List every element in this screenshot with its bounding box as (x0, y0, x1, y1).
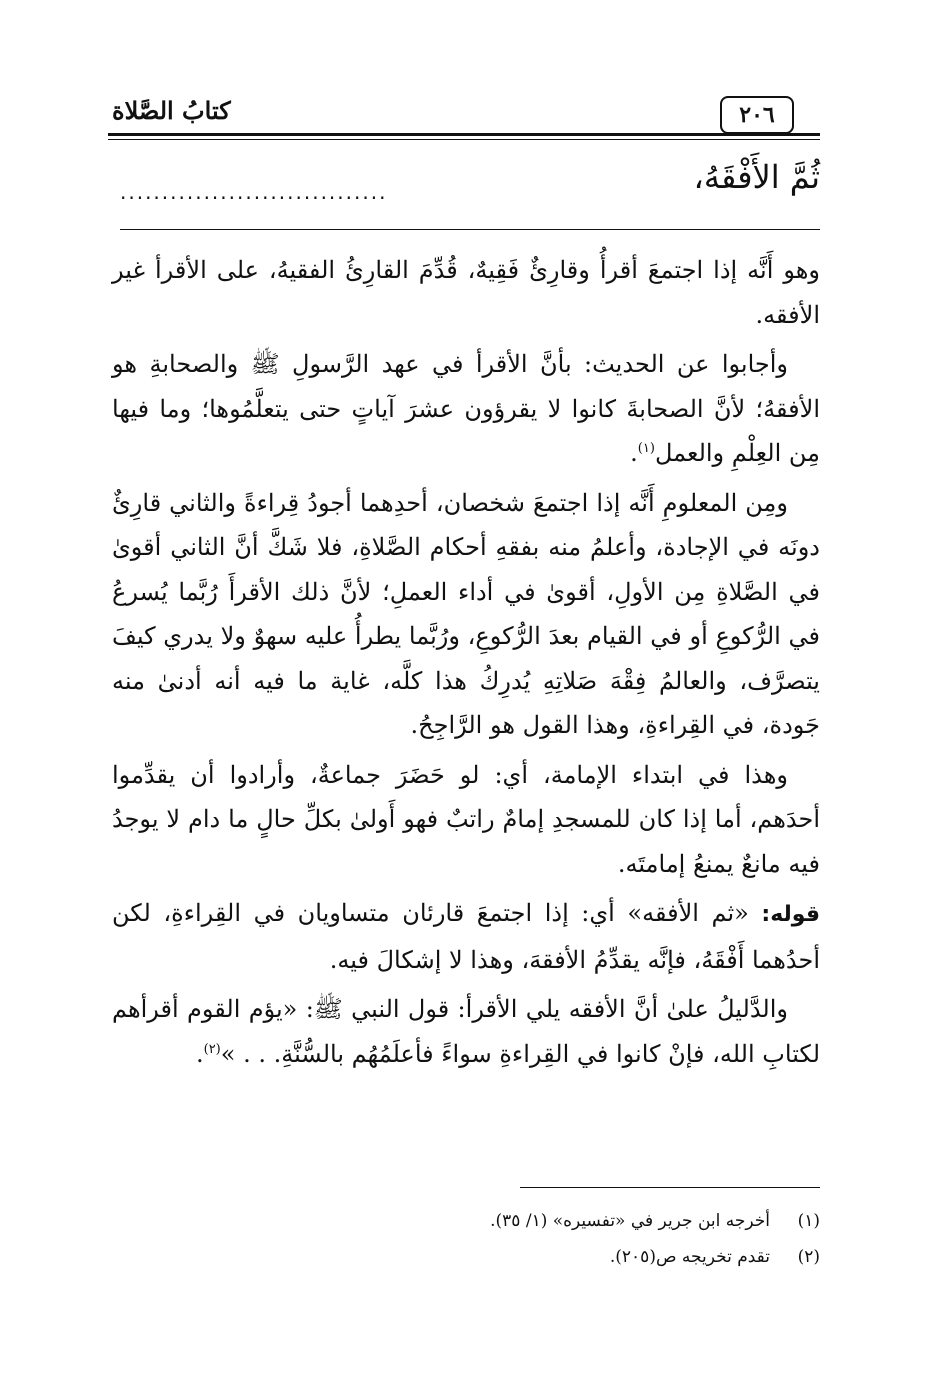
commentary-body (112, 248, 820, 1081)
paragraph-text: «ثم الأفقه» أي: إذا اجتمعَ قارئان متساويان في القِراءةِ، لكن أحدُهما أَفْقَهُ، فإنَّه يقدِّمُ الأفقهَ، وهذا لا إشكالَ فيه. (112, 899, 820, 974)
footnote-separator (520, 1187, 820, 1188)
paragraph-1 (112, 248, 820, 337)
paragraph-text: وهو أَنَّه إذا اجتمعَ أقرأُ وقارِئٌ فَقِيهٌ، قُدِّمَ القارِئُ الفقيهُ، على الأقرأ غير الأفقه. (112, 256, 820, 329)
footnote-2 (400, 1239, 820, 1275)
matn-line (120, 158, 820, 216)
paragraph-5 (112, 891, 820, 982)
paragraph-text: والدَّليلُ علىٰ أنَّ الأفقه يلي الأقرأ: قول النبي ﷺ: «يؤم القوم أقرأهم لكتابِ الله، فإنْ كانوا في القِراءةِ سواءً فأعلَمُهُم بالسُّنَّةِ. . . » (112, 995, 820, 1068)
paragraph-3 (112, 481, 820, 748)
paragraph-text: ومِن المعلومِ أَنَّه إذا اجتمعَ شخصان، أحدِهما أجودُ قِراءةً والثاني قارِئٌ دونَه في الإجادة، وأعلمُ منه بفقهِ أحكام الصَّلاةِ، فلا شَكَّ أنَّ الثاني أقوىٰ في الصَّلاةِ مِن الأولِ، أقوىٰ في أداء العملِ؛ لأنَّ ذلك الأقرأَ رُبَّما يُسرعُ في الرُّكوعِ أو في القيام بعدَ الرُّكوعِ، ورُبَّما يطرأُ عليه سهوٌ ولا يدري كيفَ يتصرَّف، والعالمُ فِقْهَ صَلاتِهِ يُدرِكُ هذا كلَّه، غاية ما فيه أنه أدنىٰ منه جَودة، في القِراءةِ، وهذا القول هو الرَّاجِحُ. (112, 488, 821, 739)
book-title: كتابُ الصَّلاة (112, 96, 231, 125)
paragraph-2 (112, 342, 820, 476)
paragraph-tail: . (195, 1039, 204, 1068)
header-rule (108, 133, 820, 136)
paragraph-4 (112, 753, 820, 887)
matn-dots: ................................ (120, 180, 388, 204)
paragraph-tail: . (630, 439, 638, 467)
header-rule-thin (108, 139, 820, 140)
footnote-ref-1: (١) (637, 441, 655, 456)
footnote-1 (400, 1203, 820, 1239)
paragraph-text: وأجابوا عن الحديث: بأنَّ الأقرأ في عهد الرَّسولِ ﷺ والصحابةِ هو الأفقهُ؛ لأنَّ الصحابةَ كانوا لا يقرؤون عشرَ آياتٍ حتى يتعلَّمُوها؛ وما فيها مِن العِلْمِ والعمل (112, 350, 820, 467)
footnote-ref-2: (٢) (203, 1041, 221, 1057)
paragraph-text: وهذا في ابتداء الإمامة، أي: لو حَضَرَ جماعةٌ، وأرادوا أن يقدِّموا أحدَهم، أما إذا كان للمسجدِ إمامٌ راتبٌ فهو أَولىٰ بكلِّ حالٍ ما دام لا يوجدُ فيه مانعٌ يمنعُ إمامتَه. (112, 760, 820, 878)
footnote-text: أخرجه ابن جرير في «تفسيره» (١/ ٣٥). (490, 1211, 770, 1231)
qawluhu-label: قوله: (761, 902, 820, 927)
matn-text: ثُمَّ الأَفْقَهُ، (693, 158, 820, 196)
footnotes (400, 1203, 820, 1275)
page-header (108, 96, 820, 156)
page-number: ٢٠٦ (720, 96, 794, 134)
footnote-number: (١) (797, 1211, 820, 1231)
footnote-text: تقدم تخريجه ص(٢٠٥). (609, 1247, 770, 1267)
matn-separator (120, 229, 820, 230)
footnote-number: (٢) (797, 1247, 820, 1267)
paragraph-6 (112, 987, 820, 1076)
